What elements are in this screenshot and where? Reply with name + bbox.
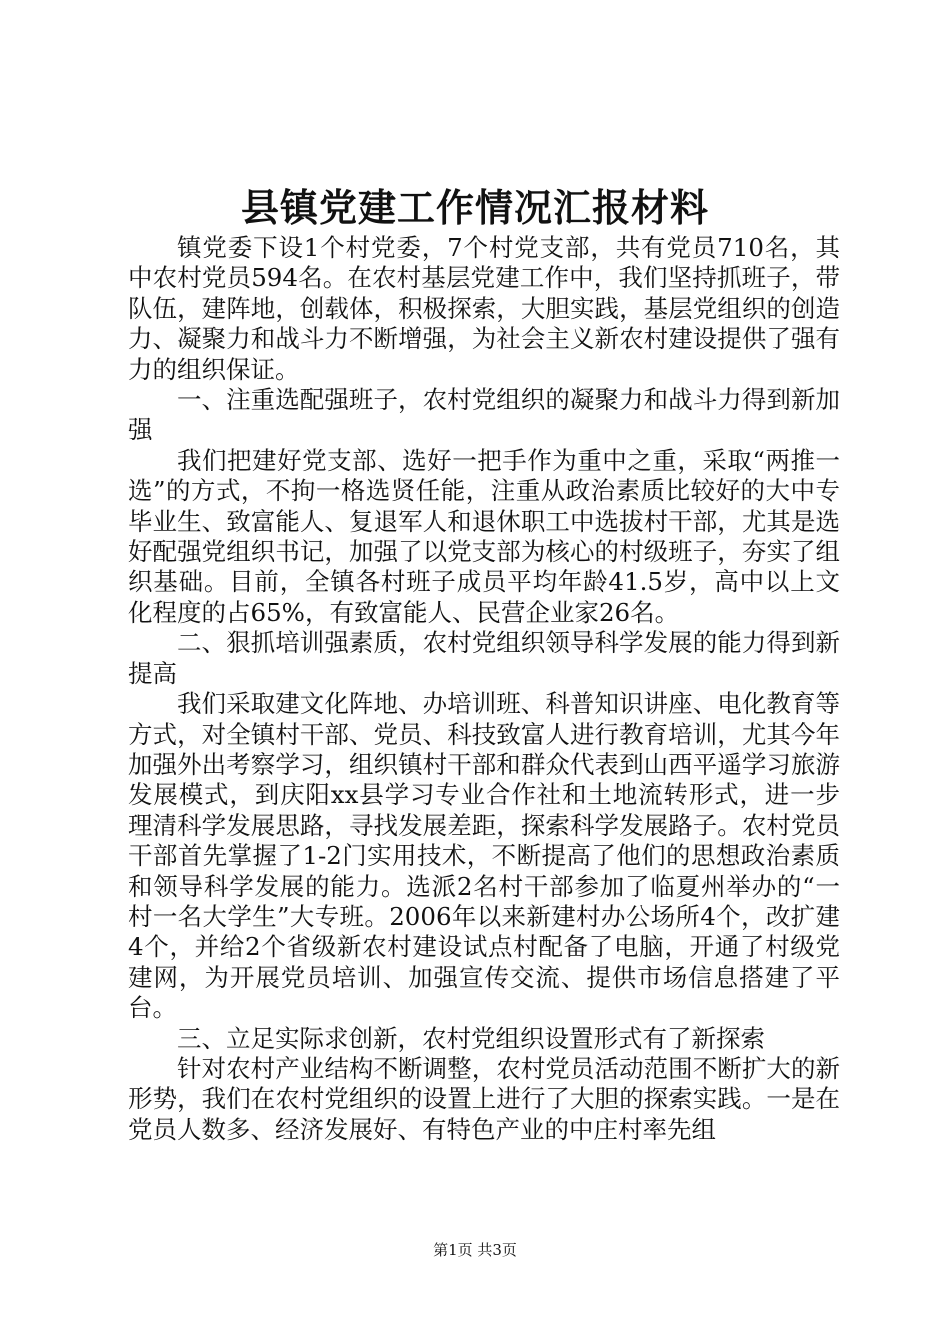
section-heading-3: 三、立足实际求创新，农村党组织设置形式有了新探索	[177, 1023, 765, 1053]
document-title: 县镇党建工作情况汇报材料	[240, 185, 709, 230]
section-heading-1: 一、注重选配强班子，农村党组织的凝聚力和战斗力得到新加强	[128, 385, 840, 445]
paragraph-intro: 镇党委下设1个村党委，7个村党支部，共有党员710名，其中农村党员594名。在农村基层党建工作中，我们坚持抓班子，带队伍，建阵地，创载体，积极探索，大胆实践，基层党组织的创造力、凝聚力和战斗力不断增强，为社会主义新农村建设提供了强有力的组织保证。	[128, 233, 840, 384]
paragraph-section-2: 我们采取建文化阵地、办培训班、科普知识讲座、电化教育等方式，对全镇村干部、党员、科技致富人进行教育培训，尤其今年加强外出考察学习，组织镇村干部和群众代表到山西平遥学习旅游发展模式，到庆阳xx县学习专业合作社和土地流转形式，进一步理清科学发展思路，寻找发展差距，探索科学发展路子。农村党员干部首先掌握了1-2门实用技术，不断提高了他们的思想政治素质和领导科学发展的能力。选派2名村干部参加了临夏州举办的“一村一名大学生”大专班。2006年以来新建村办公场所4个，改扩建4个，并给2个省级新农村建设试点村配备了电脑，开通了村级党建网，为开展党员培训、加强宣传交流、提供市场信息搭建了平台。	[128, 689, 840, 1023]
paragraph-section-1: 我们把建好党支部、选好一把手作为重中之重，采取“两推一选”的方式，不拘一格选贤任能，注重从政治素质比较好的大中专毕业生、致富能人、复退军人和退休职工中选拔村干部，尤其是选好配强党组织书记，加强了以党支部为核心的村级班子，夯实了组织基础。目前，全镇各村班子成员平均年龄41.5岁，高中以上文化程度的占65%，有致富能人、民营企业家26名。	[128, 445, 840, 627]
section-heading-2: 二、狠抓培训强素质，农村党组织领导科学发展的能力得到新提高	[128, 628, 840, 688]
page-number: 第1页 共3页	[433, 1241, 517, 1259]
paragraph-section-3: 针对农村产业结构不断调整，农村党员活动范围不断扩大的新形势，我们在农村党组织的设置上进行了大胆的探索实践。一是在党员人数多、经济发展好、有特色产业的中庄村率先组	[128, 1053, 840, 1144]
document-body	[128, 233, 840, 1145]
